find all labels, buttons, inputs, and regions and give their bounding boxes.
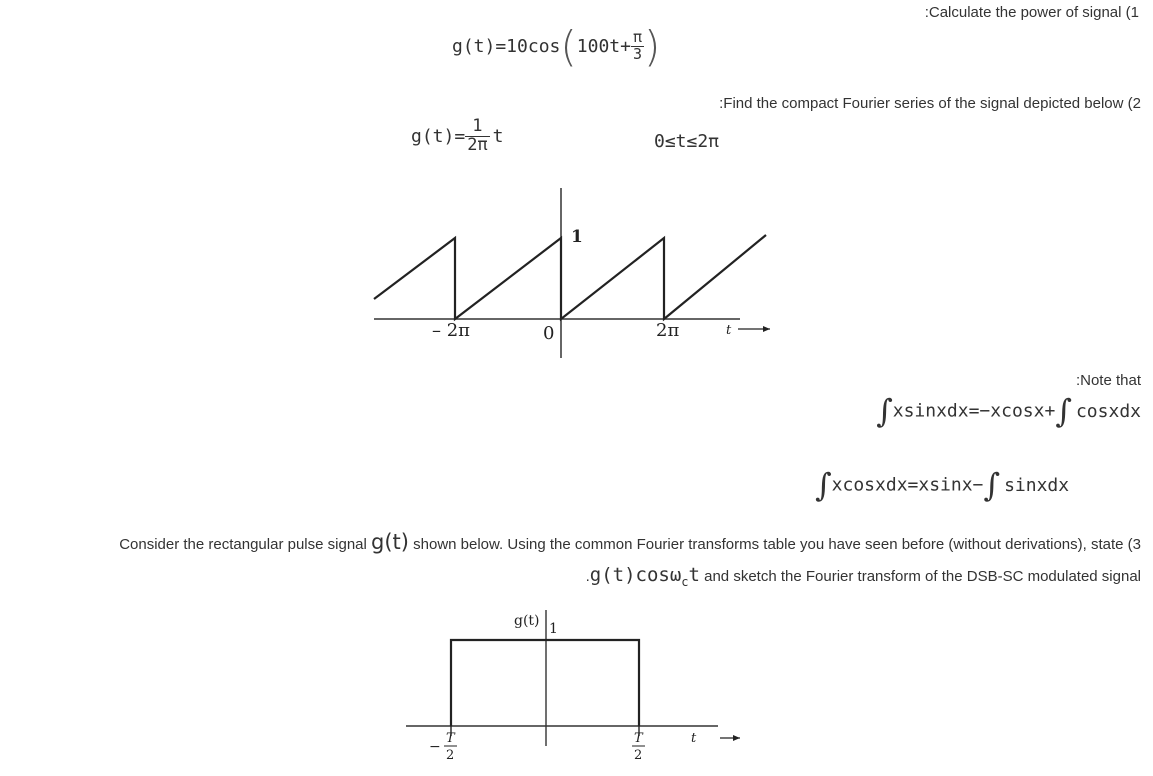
q2-frac-num: 1	[465, 118, 489, 137]
q2-formula-lhs: g(t)=	[411, 125, 466, 147]
question-1-text: :Calculate the power of signal (1	[924, 4, 1139, 21]
q1-frac-num: π	[632, 28, 642, 47]
question-3-line-2	[586, 564, 1141, 589]
sawtooth-waveform	[374, 235, 766, 319]
question-2-text: :Find the compact Fourier series of the signal depicted below (2	[719, 95, 1141, 112]
q2-formula-rhs: t	[492, 125, 504, 147]
identity-2-left: xcosxdx=xsinx−	[831, 474, 984, 496]
q2-formula	[411, 118, 504, 155]
q2-fraction	[465, 118, 489, 155]
q2-range: 0≤t≤2π	[654, 131, 720, 152]
integral-sign-icon: ∫	[876, 392, 893, 430]
rect-time-arrowhead	[733, 735, 740, 741]
tick-label-neg-2pi: – 2π	[432, 320, 471, 341]
q1-formula-lhs: g(t)=10cos	[452, 36, 561, 57]
tick-label-zero: 0	[543, 323, 555, 344]
right-frac-den: 2	[634, 748, 643, 763]
q3-line2-prefix: .	[585, 568, 590, 585]
integral-sign-icon: ∫	[815, 466, 832, 504]
sawtooth-time-label: t	[726, 323, 732, 338]
integral-sign-icon: ∫	[1055, 392, 1072, 430]
note-identity-1	[876, 392, 1141, 430]
rect-pulse-waveform	[451, 640, 639, 726]
q3-modulated-t: t	[688, 564, 700, 586]
note-label: :Note that	[1075, 372, 1141, 389]
q3-modulated-sub: c	[681, 574, 689, 589]
q2-frac-den: 2π	[467, 134, 488, 155]
sawtooth-figure	[360, 180, 800, 370]
q1-right-paren: )	[643, 22, 661, 71]
q3-signal: g(t)	[371, 530, 409, 554]
identity-1-right: cosxdx	[1075, 400, 1141, 422]
q3-modulated-main: g(t)cosω	[589, 564, 682, 586]
question-3-text	[119, 530, 1141, 554]
identity-1-left: xsinxdx=−xcosx+	[892, 400, 1056, 422]
left-minus-sign: −	[429, 739, 441, 755]
rect-amplitude-label: 1	[549, 621, 558, 637]
left-frac-num: T	[446, 731, 455, 746]
rect-pulse-figure	[400, 604, 760, 774]
integral-sign-icon: ∫	[983, 466, 1001, 504]
sawtooth-peak-label: 1	[571, 227, 583, 247]
q1-fraction	[631, 30, 644, 63]
sawtooth-time-arrowhead	[763, 326, 770, 332]
note-identity-2	[815, 466, 1069, 504]
q1-formula	[452, 22, 660, 71]
q3-text-before: Consider the rectangular pulse signal	[119, 536, 372, 553]
q1-frac-den: 3	[632, 45, 642, 63]
rect-y-label: g(t)	[514, 613, 540, 629]
identity-2-right: sinxdx	[1004, 474, 1070, 496]
q3-text-after: shown below. Using the common Fourier transforms table you have seen before (without derivations), state (3	[408, 536, 1141, 553]
q1-left-paren: (	[560, 22, 577, 71]
tick-label-2pi: 2π	[656, 320, 680, 341]
q3-line2-text: and sketch the Fourier transform of the DSB-SC modulated signal	[699, 568, 1141, 585]
q1-formula-arg: 100t+	[576, 36, 631, 57]
left-frac-den: 2	[446, 748, 455, 763]
rect-time-label: t	[691, 731, 697, 746]
q3-modulated-signal	[589, 564, 700, 589]
right-frac-num: T	[634, 731, 643, 746]
